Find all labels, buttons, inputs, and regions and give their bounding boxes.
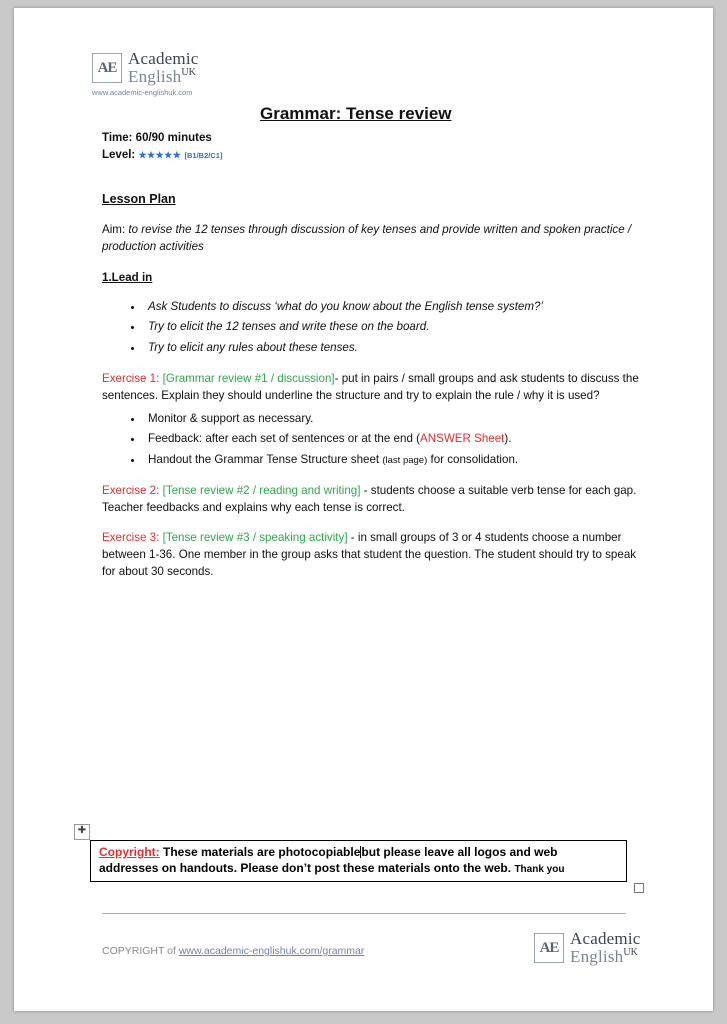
footer-logo-academic-text: Academic bbox=[570, 929, 641, 948]
exercise-2-paragraph bbox=[102, 483, 650, 517]
logo-url: www.academic-englishuk.com bbox=[92, 88, 193, 97]
exercise-1-bullet-list bbox=[102, 411, 650, 469]
footer-logo-row bbox=[534, 930, 641, 966]
move-handle-icon[interactable]: ✚ bbox=[74, 824, 90, 840]
footer-logo-english-text: English bbox=[570, 947, 624, 966]
list-item-text: Monitor & support as necessary. bbox=[148, 411, 314, 425]
list-item bbox=[144, 452, 650, 469]
exercise-1-paragraph bbox=[102, 371, 650, 405]
level-stars-filled-icon: ★★ bbox=[138, 149, 156, 160]
level-code: [B1/B2/C1] bbox=[184, 150, 223, 160]
copyright-thanks: Thank you bbox=[514, 863, 565, 875]
footer-logo-wordmark bbox=[570, 930, 641, 966]
footer-logo-uk-text: UK bbox=[623, 947, 638, 958]
lesson-plan-heading: Lesson Plan bbox=[102, 192, 176, 206]
exercise-2-text: - students choose a suitable verb tense for each gap. Teacher feedbacks and explains why each tense is correct. bbox=[102, 483, 637, 514]
meta-level-row bbox=[102, 147, 222, 164]
list-item-text: Feedback: after each set of sentences or at the end ( bbox=[148, 432, 420, 446]
logo-uk-text: UK bbox=[181, 67, 196, 78]
exercise-1-text: - put in pairs / small groups and ask students to discuss the sentences. Explain they should underline the structure and try to explain the rule / why it is used? bbox=[102, 371, 639, 402]
lead-in-heading: 1.Lead in bbox=[102, 270, 153, 284]
aim-label: Aim: bbox=[102, 223, 126, 237]
list-item-text-post: for consolidation. bbox=[427, 453, 519, 467]
meta-time-value: 60/90 minutes bbox=[135, 132, 212, 144]
meta-time-label: Time: bbox=[102, 132, 133, 144]
exercise-3-paragraph bbox=[102, 530, 650, 580]
copyright-notice-box[interactable] bbox=[90, 840, 627, 882]
exercise-1-label: Exercise 1: bbox=[102, 371, 160, 385]
last-page-note: (last page) bbox=[382, 455, 428, 467]
list-item bbox=[144, 431, 650, 448]
footer-logo bbox=[534, 930, 641, 966]
logo-row bbox=[92, 50, 232, 86]
copyright-line1: These materials are photocopiable bbox=[163, 845, 361, 859]
list-item: • Try to elicit any rules about these tenses. bbox=[144, 340, 650, 357]
logo-english-text: English bbox=[128, 67, 182, 86]
document-body bbox=[102, 190, 650, 595]
answer-sheet-reference: ANSWER Sheet bbox=[419, 432, 505, 446]
copyright-line1b: but please leave all logos and web bbox=[361, 845, 558, 859]
exercise-3-bracket: [Tense review #3 / speaking activity] bbox=[162, 531, 348, 545]
level-stars-empty-icon: ★★★ bbox=[155, 149, 182, 160]
list-item: • Try to elicit the 12 tenses and write these on the board. bbox=[144, 319, 650, 336]
logo-wordmark bbox=[128, 50, 199, 86]
exercise-2-bracket: [Tense review #2 / reading and writing] bbox=[162, 483, 361, 497]
lead-in-bullet-list bbox=[102, 299, 650, 357]
footer-copyright bbox=[102, 945, 364, 957]
document-content bbox=[14, 8, 713, 1011]
aim-paragraph bbox=[102, 222, 650, 256]
page-title: Grammar: Tense review bbox=[260, 104, 452, 123]
meta-time-row bbox=[102, 130, 222, 147]
document-page bbox=[14, 8, 713, 1011]
exercise-3-text: - in small groups of 3 or 4 students choose a number between 1-36. One member in the group asks that student the question. The student should try to speak for about 30 seconds. bbox=[102, 531, 637, 579]
copyright-line2: addresses on handouts. Please don’t post these materials onto the web. bbox=[99, 860, 512, 875]
resize-handle[interactable] bbox=[634, 883, 644, 893]
list-item bbox=[144, 411, 650, 428]
footer-divider bbox=[102, 913, 626, 914]
list-item-text: Handout the Grammar Tense Structure sheet bbox=[148, 453, 383, 467]
header-logo bbox=[92, 50, 232, 97]
aim-text: to revise the 12 tenses through discussion of key tenses and provide written and spoken practice / production activities bbox=[102, 223, 632, 253]
exercise-2-label: Exercise 2: bbox=[102, 483, 160, 497]
meta-level-label: Level: bbox=[102, 148, 136, 161]
logo-badge-icon: AE bbox=[534, 933, 564, 963]
logo-badge-icon: AE bbox=[92, 53, 122, 83]
footer-prefix: COPYRIGHT of bbox=[102, 945, 176, 957]
list-item: • Ask Students to discuss ‘what do you know about the English tense system?’ bbox=[144, 299, 650, 316]
logo-academic-text: Academic bbox=[128, 49, 199, 68]
list-item-text-post: ). bbox=[504, 432, 512, 446]
copyright-label: Copyright: bbox=[99, 845, 160, 859]
footer-link[interactable]: www.academic-englishuk.com/grammar bbox=[178, 945, 365, 957]
exercise-1-bracket: [Grammar review #1 / discussion] bbox=[162, 371, 335, 385]
exercise-3-label: Exercise 3: bbox=[102, 531, 160, 545]
lesson-meta bbox=[102, 130, 222, 163]
